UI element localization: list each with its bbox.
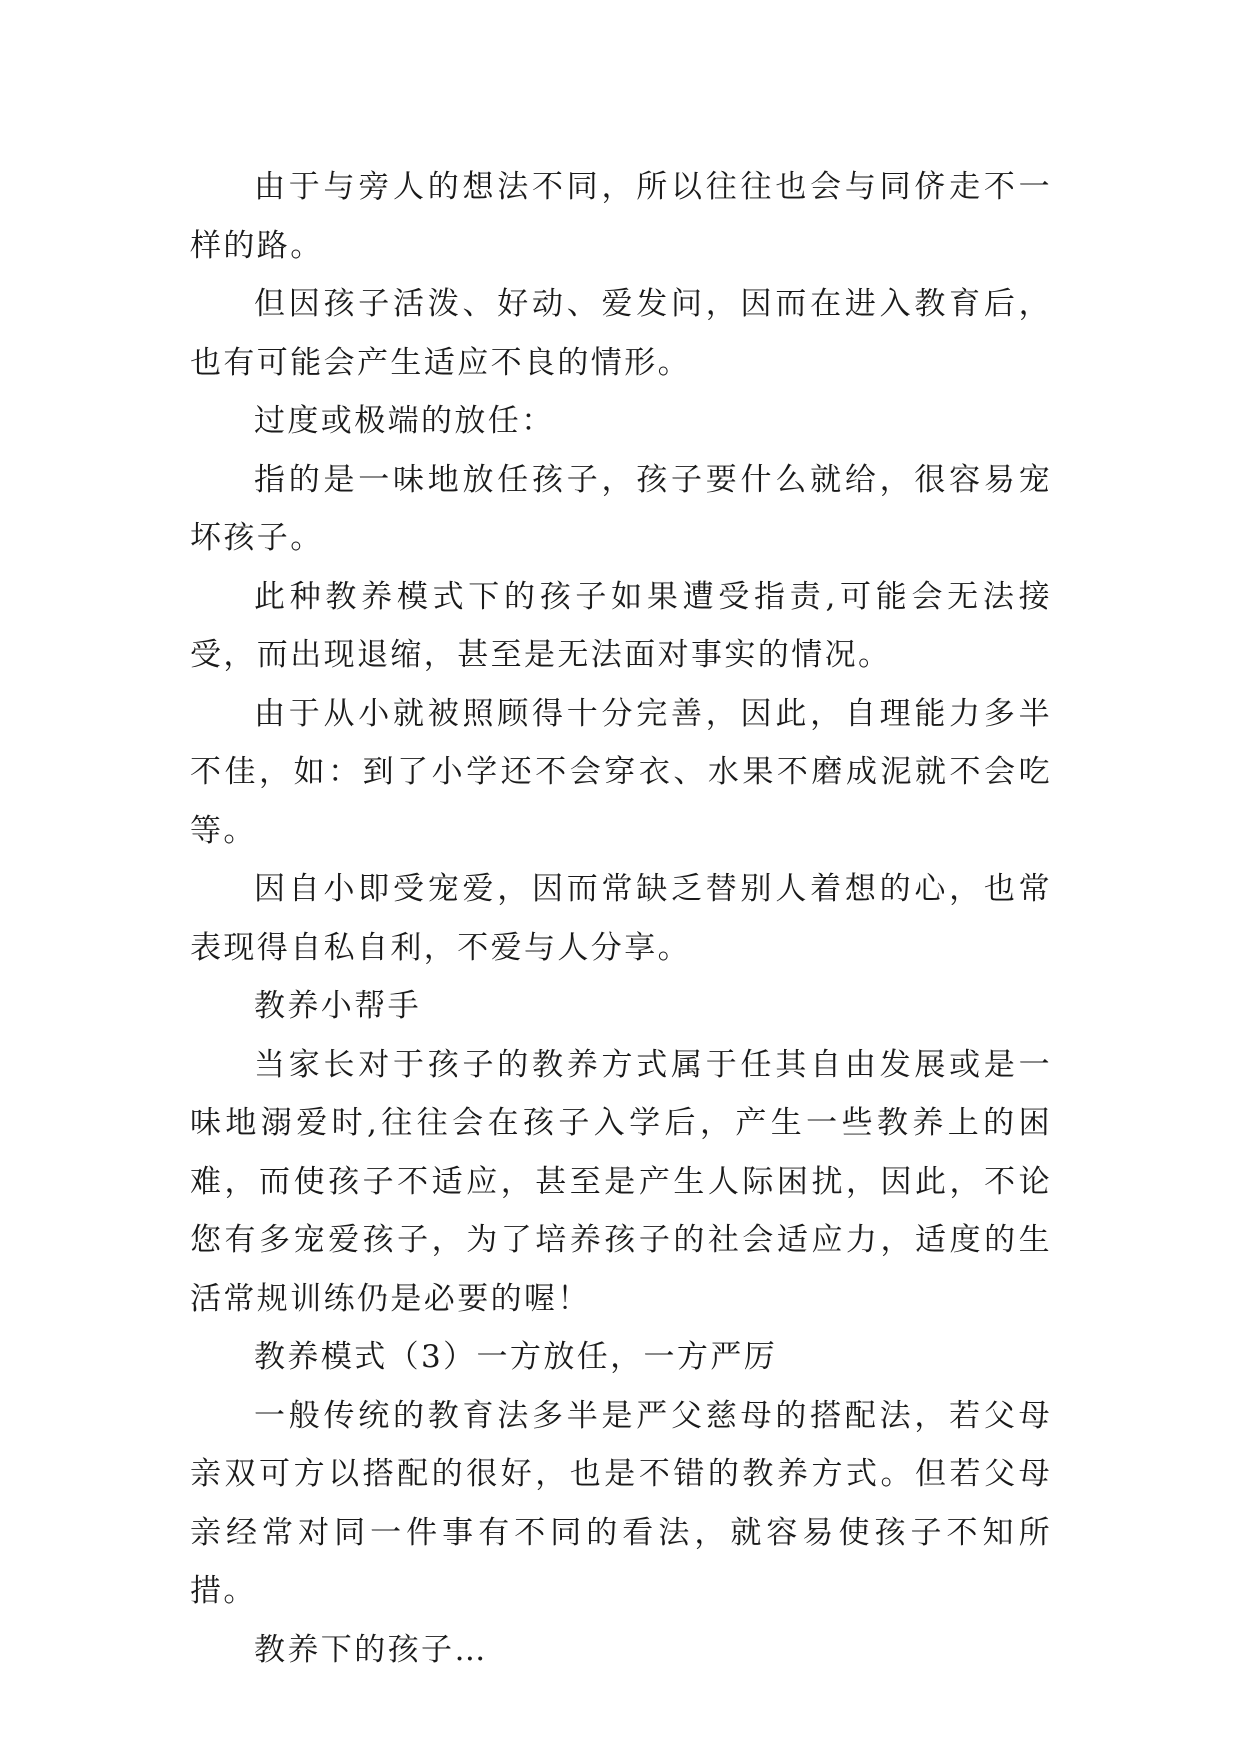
paragraph: 指的是一味地放任孩子，孩子要什么就给，很容易宠坏孩子。 [190, 461, 1052, 556]
paragraph: 当家长对于孩子的教养方式属于任其自由发展或是一味地溺爱时,往往会在孩子入学后，产生一些教养上的困难，而使孩子不适应，甚至是产生人际困扰，因此，不论您有多宠爱孩子，为了培养孩子的社会适应力，适度的生活常规训练仍是必要的喔！ [190, 1046, 1052, 1317]
paragraph: 由于从小就被照顾得十分完善，因此，自理能力多半不佳，如：到了小学还不会穿衣、水果不磨成泥就不会吃等。 [190, 695, 1052, 849]
section-heading: 教养模式（3）一方放任，一方严厉 [254, 1339, 778, 1375]
paragraph: 但因孩子活泼、好动、爱发问，因而在进入教育后，也有可能会产生适应不良的情形。 [190, 286, 1052, 381]
paragraph: 因自小即受宠爱，因而常缺乏替别人着想的心，也常表现得自私自利，不爱与人分享。 [190, 871, 1052, 966]
paragraph: 教养下的孩子… [254, 1631, 488, 1668]
section-label: 过度或极端的放任： [254, 403, 555, 439]
document-body [190, 158, 1052, 1679]
paragraph: 一般传统的教育法多半是严父慈母的搭配法，若父母亲双可方以搭配的很好，也是不错的教养方式。但若父母亲经常对同一件事有不同的看法，就容易使孩子不知所措。 [190, 1397, 1052, 1609]
section-heading: 教养小帮手 [254, 988, 421, 1024]
paragraph: 由于与旁人的想法不同，所以往往也会与同侪走不一样的路。 [190, 169, 1052, 264]
paragraph: 此种教养模式下的孩子如果遭受指责,可能会无法接受，而出现退缩，甚至是无法面对事实的情况。 [190, 578, 1052, 673]
